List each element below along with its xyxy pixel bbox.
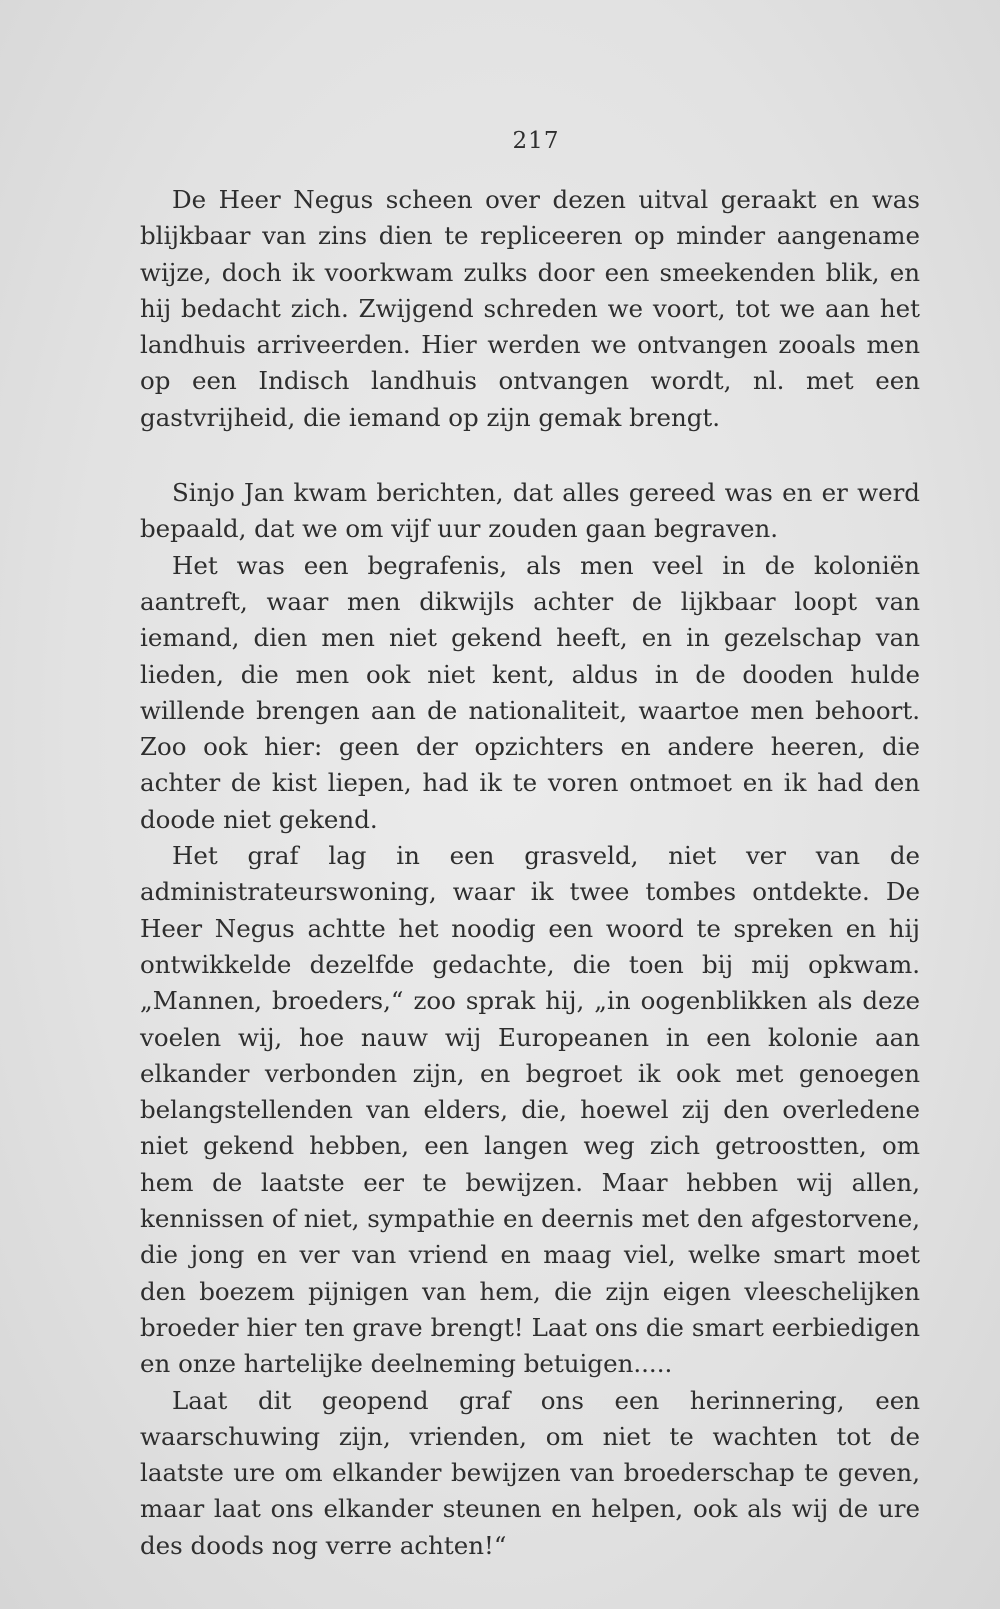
paragraph-1: De Heer Negus scheen over dezen uitval geraakt en was blijkbaar van zins dien te repliceeren op minder aangename wijze, doch ik voorkwam zulks door een smeekenden blik, en hij bedacht zich. Zwijgend schreden we voort, tot we aan het landhuis arriveerden. Hier werden we ontvangen zooals men op een Indisch landhuis ontvangen wordt, nl. met een gastvrijheid, die iemand op zijn gemak brengt. <box>140 185 920 432</box>
page-number: 217 <box>512 128 560 154</box>
paragraph-2: Sinjo Jan kwam berichten, dat alles gereed was en er werd bepaald, dat we om vijf uur zouden gaan begraven. <box>140 478 920 544</box>
paragraph-4: Het graf lag in een grasveld, niet ver van de administrateurswoning, waar ik twee tombes ontdekte. De Heer Negus achtte het noodig een woord te spreken en hij ontwikkelde dezelfde gedachte, die toen bij mij opkwam. „Mannen, broeders,“ zoo sprak hij, „in oogenblikken als deze voelen wij, hoe nauw wij Europeanen in een kolonie aan elkander verbonden zijn, en begroet ik ook met genoegen belangstellenden van elders, die, hoewel zij den overledene niet gekend hebben, een langen weg zich getroostten, om hem de laatste eer te bewijzen. Maar hebben wij allen, kennissen of niet, sympathie en deernis met den afgestorvene, die jong en ver van vriend en maag viel, welke smart moet den boezem pijnigen van hem, die zijn eigen vleeschelijken broeder hier ten grave brengt! Laat ons die smart eerbiedigen en onze hartelijke deelneming betuigen..... <box>140 841 920 1379</box>
body-text <box>140 182 920 1564</box>
paragraph-3: Het was een begrafenis, als men veel in de koloniën aantreft, waar men dikwijls achter de lijkbaar loopt van iemand, dien men niet gekend heeft, en in gezelschap van lieden, die men ook niet kent, aldus in de dooden hulde willende brengen aan de nationaliteit, waartoe men behoort. Zoo ook hier: geen der opzichters en andere heeren, die achter de kist liepen, had ik te voren ontmoet en ik had den doode niet gekend. <box>140 550 920 834</box>
paragraph-5: Laat dit geopend graf ons een herinnering, een waarschuwing zijn, vrienden, om niet te wachten tot de laatste ure om elkander bewijzen van broederschap te geven, maar laat ons elkander steunen en helpen, ook als wij de ure des doods nog verre achten!“ <box>140 1385 920 1560</box>
